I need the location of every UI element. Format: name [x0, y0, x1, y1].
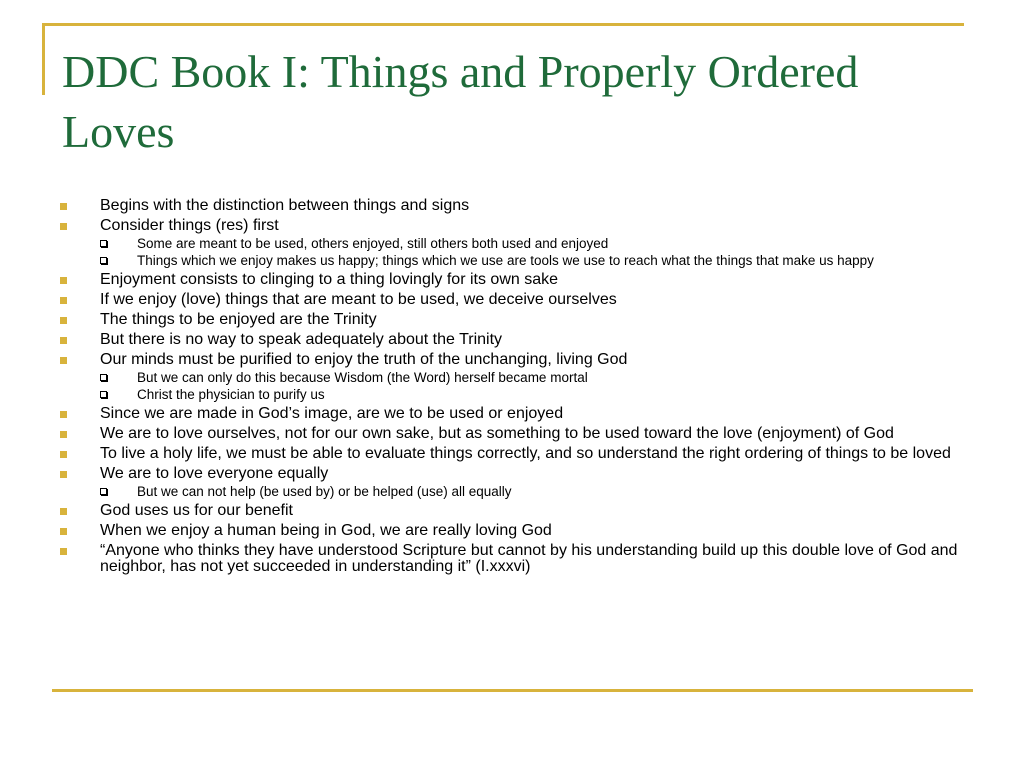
sub-bullet-text: Things which we enjoy makes us happy; things which we use are tools we use to reach what the things that make us happy: [137, 253, 874, 268]
bullet-text: Enjoyment consists to clinging to a thing lovingly for its own sake: [100, 271, 559, 288]
sub-bullet-text: Some are meant to be used, others enjoyed, still others both used and enjoyed: [137, 236, 609, 251]
bullet-text: But there is no way to speak adequately about the Trinity: [100, 331, 503, 348]
square-bullet-icon: [60, 297, 67, 304]
square-bullet-icon: [60, 508, 67, 515]
sub-bullet-text: But we can only do this because Wisdom (the Word) herself became mortal: [137, 370, 588, 385]
square-bullet-icon: [60, 528, 67, 535]
bullet-item: [58, 218, 963, 234]
bullet-text: Since we are made in God’s image, are we to be used or enjoyed: [100, 405, 564, 422]
square-bullet-icon: [60, 277, 67, 284]
bullet-item: [58, 272, 963, 288]
hollow-square-bullet-icon: [100, 391, 107, 398]
square-bullet-icon: [60, 203, 67, 210]
sub-bullet-item: [58, 486, 963, 498]
bullet-item: [58, 198, 963, 214]
hollow-square-bullet-icon: [100, 257, 107, 264]
bullet-item: [58, 292, 963, 308]
sub-bullet-text: But we can not help (be used by) or be helped (use) all equally: [137, 484, 512, 499]
bullet-item: [58, 352, 963, 368]
bullet-item: [58, 312, 963, 328]
bullet-text: God uses us for our benefit: [100, 502, 293, 519]
sub-bullet-item: [58, 372, 963, 384]
bullet-text: We are to love ourselves, not for our own sake, but as something to be used toward the love (enjoyment) of God: [100, 425, 894, 442]
square-bullet-icon: [60, 431, 67, 438]
square-bullet-icon: [60, 357, 67, 364]
hollow-square-bullet-icon: [100, 374, 107, 381]
hollow-square-bullet-icon: [100, 488, 107, 495]
square-bullet-icon: [60, 471, 67, 478]
sub-bullet-item: [58, 389, 963, 401]
bullet-item: [58, 446, 963, 462]
bullet-item: [58, 466, 963, 482]
bullet-item: [58, 543, 963, 575]
bullet-item: [58, 426, 963, 442]
bullet-item: [58, 332, 963, 348]
bullet-text: Our minds must be purified to enjoy the truth of the unchanging, living God: [100, 351, 628, 368]
square-bullet-icon: [60, 337, 67, 344]
sub-bullet-text: Christ the physician to purify us: [137, 387, 325, 402]
left-rule: [42, 23, 45, 95]
bullet-text: Begins with the distinction between things and signs: [100, 197, 470, 214]
bullet-item: [58, 523, 963, 539]
square-bullet-icon: [60, 548, 67, 555]
square-bullet-icon: [60, 451, 67, 458]
square-bullet-icon: [60, 411, 67, 418]
square-bullet-icon: [60, 317, 67, 324]
slide-title: DDC Book I: Things and Properly Ordered Loves: [62, 46, 859, 157]
hollow-square-bullet-icon: [100, 240, 107, 247]
sub-bullet-item: [58, 238, 963, 250]
bullet-list: [58, 198, 963, 579]
bullet-item: [58, 406, 963, 422]
bullet-item: [58, 503, 963, 519]
square-bullet-icon: [60, 223, 67, 230]
bullet-text: “Anyone who thinks they have understood Scripture but cannot by his understanding build up this double love of God and neighbor, has not yet succeeded in understanding it” (I.xxxvi): [100, 542, 958, 575]
sub-bullet-item: [58, 255, 963, 267]
bullet-text: We are to love everyone equally: [100, 465, 329, 482]
top-rule: [42, 23, 964, 26]
bullet-text: To live a holy life, we must be able to evaluate things correctly, and so understand the right ordering of things to be loved: [100, 445, 951, 462]
bullet-text: The things to be enjoyed are the Trinity: [100, 311, 377, 328]
bullet-text: When we enjoy a human being in God, we are really loving God: [100, 522, 552, 539]
bottom-rule: [52, 689, 973, 692]
bullet-text: Consider things (res) first: [100, 217, 279, 234]
bullet-text: If we enjoy (love) things that are meant to be used, we deceive ourselves: [100, 291, 617, 308]
